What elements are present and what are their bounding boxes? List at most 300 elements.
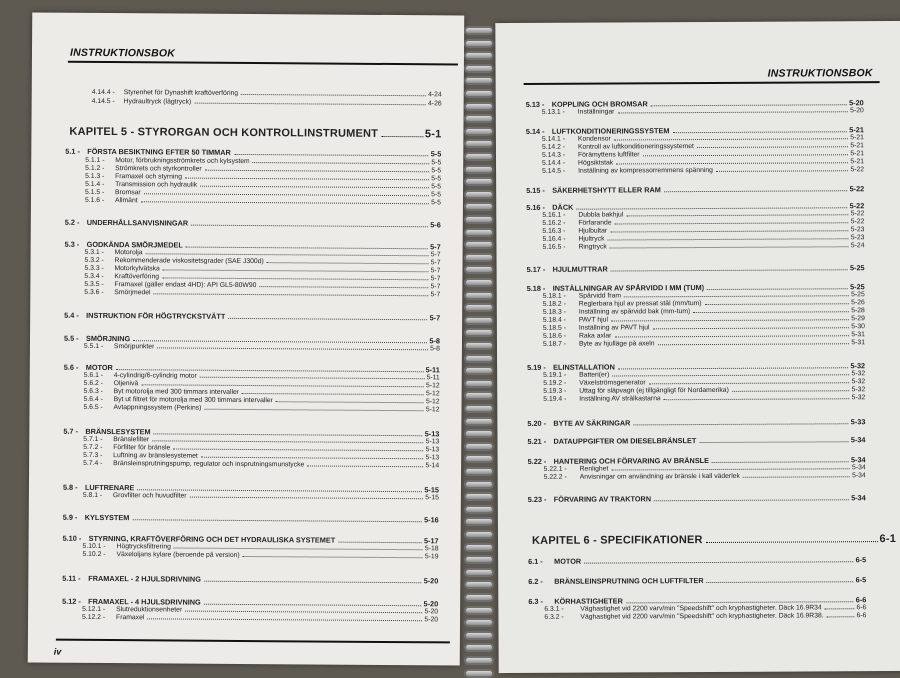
entry-title: MOTOR xyxy=(85,362,113,373)
entry-number: 5.19.2 - xyxy=(543,379,567,387)
dot-leader xyxy=(190,497,424,500)
entry-title: LUFTRENARE xyxy=(84,482,135,493)
entry-title: Rekommenderade viskositetsgrader (SAE J300d) xyxy=(114,257,264,266)
entry-number: 5.6.2 - xyxy=(83,379,103,388)
binding-ring xyxy=(464,669,494,678)
entry-title: Byte av hjulläge på axeln xyxy=(578,340,655,348)
binding-ring xyxy=(464,127,494,136)
subsection-entry xyxy=(542,166,864,175)
entry-title: Hydraultryck (lågtryck) xyxy=(123,98,192,106)
dot-leader xyxy=(626,601,854,603)
header-rule xyxy=(524,81,880,85)
page-number: 5-7 xyxy=(430,283,441,291)
entry-number: 5.14.5 - xyxy=(542,167,566,175)
subsection-entry xyxy=(82,614,438,623)
page-number: 5-25 xyxy=(850,282,865,292)
entry-number: 5.5.1 - xyxy=(83,342,104,351)
page-number: 5-17 xyxy=(423,536,439,546)
entry-number: 6.3 - xyxy=(528,596,543,606)
entry-title: Högsiktstak xyxy=(578,159,614,167)
page-number: 5-20 xyxy=(423,599,439,609)
entry-number: 5.16.4 - xyxy=(542,235,566,243)
entry-title: Framaxel och styrning xyxy=(115,173,183,181)
entry-title: FÖRSTA BESIKTNING EFTER 50 TIMMAR xyxy=(87,146,231,157)
page-number: 5-31 xyxy=(851,331,865,339)
entry-title: KAPITEL 5 - STYRORGAN OCH KONTROLLINSTRUMENT xyxy=(69,125,379,140)
page-number: 5-20 xyxy=(850,107,864,115)
entry-number: 5.6.1 - xyxy=(83,371,104,380)
page-header: INSTRUKTIONSBOK xyxy=(767,67,873,80)
entry-number: 5.2 - xyxy=(64,217,80,227)
page-number: 5-16 xyxy=(424,515,439,525)
section-entry xyxy=(64,311,440,323)
page-number: 5-5 xyxy=(431,167,442,175)
dot-leader xyxy=(615,222,849,224)
dot-leader xyxy=(611,269,848,271)
page-number: 5-20 xyxy=(423,576,439,586)
subsection-entry xyxy=(543,394,865,403)
entry-title: Förfilter för bränsle xyxy=(113,444,171,452)
page-number: 5-25 xyxy=(851,291,865,299)
dot-leader xyxy=(576,207,847,209)
dot-leader xyxy=(185,611,422,614)
page-number: 5-7 xyxy=(430,267,441,275)
dot-leader xyxy=(152,440,424,443)
entry-title: Raka axlar xyxy=(578,332,612,340)
binding-ring xyxy=(464,51,494,60)
dot-leader xyxy=(253,162,430,164)
page-header: INSTRUKTIONSBOK xyxy=(69,46,176,60)
entry-title: FÖRVARING AV TRAKTORN xyxy=(553,494,652,504)
page-number: 5-12 xyxy=(425,390,440,398)
page-number: 5-21 xyxy=(850,158,865,166)
binding-ring xyxy=(464,505,494,514)
page-number: 5-22 xyxy=(850,218,865,226)
dot-leader xyxy=(614,335,849,337)
section-entry xyxy=(528,493,866,504)
entry-title: Inställning AV strålkastarna xyxy=(579,395,661,403)
section-entry xyxy=(65,218,441,230)
entry-title: FRAMAXEL - 4 HJULSDRIVNING xyxy=(88,596,201,607)
header-rule xyxy=(68,61,458,66)
binding-ring xyxy=(464,139,494,148)
footer-rule xyxy=(56,639,450,643)
entry-title: Förfarande xyxy=(578,219,612,227)
dot-leader xyxy=(141,384,424,387)
entry-title: UNDERHÅLLSANVISNINGAR xyxy=(86,217,189,228)
entry-number: 5.13.1 - xyxy=(541,108,565,116)
entry-number: 5.14 - xyxy=(525,126,545,136)
entry-number: 4.14.4 - xyxy=(91,88,115,97)
entry-number: 5.3.1 - xyxy=(84,248,104,257)
entry-number: 5.14.2 - xyxy=(541,143,566,151)
page-number: 5-32 xyxy=(851,386,866,394)
subsection-entry xyxy=(84,289,440,298)
page-number: 5-29 xyxy=(851,315,865,323)
page-number: 5-22 xyxy=(849,184,865,194)
entry-title: Bränslefilter xyxy=(113,436,150,444)
page-number: 6-5 xyxy=(855,575,867,585)
subsection-entry xyxy=(92,89,442,98)
binding-ring xyxy=(464,202,494,211)
entry-number: 5.7.2 - xyxy=(83,443,103,452)
page-number: 5-7 xyxy=(429,313,441,323)
entry-title: Kontroll av luftkonditioneringssystemet xyxy=(577,143,694,151)
dot-leader xyxy=(706,541,878,543)
entry-number: 5.3.5 - xyxy=(84,280,104,289)
page-number: 5-7 xyxy=(430,259,441,267)
entry-title: 4-cylindrig/6-cylindrig motor xyxy=(113,372,197,380)
binding-ring xyxy=(464,643,494,652)
dot-leader xyxy=(705,303,850,305)
entry-title: HJULMUTTRAR xyxy=(552,264,608,274)
binding-ring xyxy=(464,152,494,161)
page-number: 5-5 xyxy=(431,199,441,207)
dot-leader xyxy=(204,409,423,412)
entry-number: 5.7.3 - xyxy=(83,451,103,460)
dot-leader xyxy=(194,103,426,106)
entry-title: BYTE AV SÄKRINGAR xyxy=(553,418,631,428)
binding-ring xyxy=(464,316,494,325)
entry-number: 5.12.2 - xyxy=(82,613,106,622)
binding-ring xyxy=(464,341,494,350)
entry-number: 5.6 - xyxy=(63,362,79,372)
dot-leader xyxy=(146,253,429,256)
binding-ring xyxy=(464,366,494,375)
page-number: 5-20 xyxy=(849,98,864,108)
section-entry xyxy=(528,555,866,566)
subsection-entry xyxy=(92,98,442,107)
page-number: 5-7 xyxy=(430,291,441,299)
page-number: 5-5 xyxy=(431,191,442,199)
page-number: 5-12 xyxy=(426,382,440,390)
entry-title: BRÄNSLESYSTEM xyxy=(85,426,151,437)
entry-title: Högtrycksfiltrering xyxy=(116,543,171,551)
page-number: 5-12 xyxy=(425,398,440,406)
section-entry xyxy=(527,435,865,446)
entry-title: Reglerbara hjul av pressat stål (mm/tum) xyxy=(578,300,702,308)
dot-leader xyxy=(242,393,424,395)
entry-title: Uttag för släpvagn (ej tillgängligt för Nordamerika) xyxy=(579,386,729,395)
entry-title: Väghastighet vid 2200 varv/min "Speedshift" och kryphastigheter. Däck 16.9R34 xyxy=(580,604,822,613)
entry-title: Motorolja xyxy=(114,249,143,257)
dot-leader xyxy=(616,162,848,164)
page-number: 5-23 xyxy=(850,226,865,234)
entry-number: 5.22.1 - xyxy=(543,465,567,473)
entry-title: ELINSTALLATION xyxy=(553,362,615,372)
page-number: 5-21 xyxy=(850,142,864,150)
dot-leader xyxy=(654,499,849,501)
page-number: 5-25 xyxy=(849,263,865,273)
binding-ring xyxy=(464,467,494,476)
binding-ring xyxy=(464,454,494,463)
entry-title: Smörjpunkter xyxy=(113,343,155,351)
page-number: 6-6 xyxy=(855,595,867,605)
dot-leader xyxy=(584,561,853,563)
binding-ring xyxy=(464,265,494,274)
entry-title: Framaxel (gäller endast 4HD): API GL5-80W90 xyxy=(114,281,257,290)
entry-title: Grovfilter och huvudfilter xyxy=(112,492,187,500)
entry-title: Hjulbultar xyxy=(578,227,608,235)
page-number: 5-34 xyxy=(851,493,866,503)
entry-title: PAVT hjul xyxy=(578,316,608,324)
page-number: 5-5 xyxy=(431,183,442,191)
right-page xyxy=(495,21,900,673)
page-number: 5-8 xyxy=(429,336,441,346)
dot-leader xyxy=(626,214,848,216)
entry-number: 6.2 - xyxy=(528,576,543,586)
page-number: 5-5 xyxy=(430,149,442,159)
page-number: 5-34 xyxy=(852,464,866,472)
page-number: 5-20 xyxy=(424,616,439,624)
dot-leader xyxy=(732,390,850,392)
dot-leader xyxy=(185,178,429,181)
page-number: 5-13 xyxy=(425,454,440,462)
dot-leader xyxy=(707,288,848,290)
entry-number: 5.18 - xyxy=(526,283,546,293)
binding-ring xyxy=(464,190,494,199)
entry-title: Väghastighet vid 2200 varv/min "Speedshift" och kryphastigheter. Däck 16.9R38. xyxy=(580,612,824,621)
entry-number: 5.16.1 - xyxy=(542,211,566,219)
page-number: 5-32 xyxy=(850,361,866,371)
dot-leader xyxy=(743,476,850,478)
entry-title: Bränsleinsprutningspump, regulator och insprutningsmunstycke xyxy=(113,460,305,469)
entry-title: Växelströmsgenerator xyxy=(579,379,646,387)
entry-number: 5.12 - xyxy=(62,596,81,606)
dot-leader xyxy=(643,154,849,156)
section-entry xyxy=(527,263,865,274)
subsection-entry xyxy=(83,460,439,469)
entry-number: 5.22 - xyxy=(527,456,547,466)
dot-leader xyxy=(624,295,849,297)
chapter-heading xyxy=(532,533,896,547)
entry-number: 5.13 - xyxy=(525,99,545,109)
entry-number: 5.4 - xyxy=(64,310,79,320)
page-number: 5-34 xyxy=(850,435,866,445)
entry-title: Byt motorolja med 300 timmars intervaller xyxy=(113,388,240,396)
entry-number: 5.18.7 - xyxy=(542,340,567,348)
binding-ring xyxy=(464,291,494,300)
entry-number: 5.18.1 - xyxy=(542,292,566,300)
page-number: 5-6 xyxy=(430,220,441,230)
dot-leader xyxy=(716,170,849,172)
page-number: 5-32 xyxy=(851,378,866,386)
page-number: 5-22 xyxy=(850,166,865,174)
entry-number: 5.7.4 - xyxy=(83,459,103,468)
page-number: 5-28 xyxy=(851,307,865,315)
page-number: 5-22 xyxy=(849,201,865,211)
entry-number: 5.19.3 - xyxy=(543,387,567,395)
page-number: 5-32 xyxy=(851,394,866,402)
entry-title: Inställningar xyxy=(577,108,615,116)
entry-number: 5.8.1 - xyxy=(82,491,103,499)
entry-number: 5.1.5 - xyxy=(84,188,105,197)
dot-leader xyxy=(611,319,849,321)
dot-leader xyxy=(611,468,850,470)
section-entry xyxy=(63,513,439,525)
page-number: 5-18 xyxy=(424,545,439,553)
page-number: 5-19 xyxy=(424,553,439,561)
subsection-entry xyxy=(542,107,864,116)
binding-ring xyxy=(464,555,494,564)
binding-ring xyxy=(464,404,494,413)
dot-leader xyxy=(618,367,849,369)
dot-leader xyxy=(707,581,854,583)
entry-title: Framaxel xyxy=(116,614,145,622)
page-number: 5-22 xyxy=(850,210,865,218)
dot-leader xyxy=(243,556,423,558)
page-number: 6-1 xyxy=(879,533,897,546)
entry-number: 5.1.6 - xyxy=(84,196,105,205)
dot-leader xyxy=(141,201,429,204)
binding-ring xyxy=(464,253,494,262)
page-number: 5-23 xyxy=(850,234,865,242)
entry-title: Motorkylvätska xyxy=(114,265,160,273)
entry-number: 5.1.3 - xyxy=(85,172,105,181)
page-number: 5-7 xyxy=(430,275,441,283)
dot-leader xyxy=(154,293,429,296)
entry-number: 5.20 - xyxy=(527,418,547,428)
page-number: 5-26 xyxy=(851,299,865,307)
entry-title: Motor, förbrukningsströmkrets och kylsystem xyxy=(115,157,250,166)
entry-number: 5.17 - xyxy=(526,264,546,274)
dot-leader xyxy=(307,465,423,467)
entry-number: 5.1 - xyxy=(65,146,80,156)
page-number: 5-32 xyxy=(851,370,866,378)
page-number: 4-26 xyxy=(428,100,442,108)
binding-ring xyxy=(464,240,494,249)
entry-title: Renlighet xyxy=(579,465,609,473)
binding-ring xyxy=(464,417,494,426)
entry-title: Oljenivå xyxy=(113,380,139,388)
dot-leader xyxy=(205,170,430,173)
dot-leader xyxy=(191,225,428,228)
page-number: 4-24 xyxy=(428,91,442,99)
dot-leader xyxy=(649,382,850,384)
entry-number: 5.19.1 - xyxy=(543,371,567,379)
binding-ring xyxy=(464,530,494,539)
entry-title: Förämyttens luftfilter xyxy=(577,151,640,159)
entry-number: 5.8 - xyxy=(62,482,78,492)
binding-ring xyxy=(464,379,494,388)
entry-title: KYLSYSTEM xyxy=(84,512,130,523)
chapter-heading xyxy=(69,126,441,141)
binding-ring xyxy=(464,102,494,111)
entry-number: 5.9 - xyxy=(62,512,78,522)
entry-number: 5.3.3 - xyxy=(84,264,104,273)
binding-ring xyxy=(464,26,494,35)
entry-title: Växeloljans kylare (beroende på version) xyxy=(116,551,240,559)
page-number: 5-13 xyxy=(424,429,440,439)
section-entry xyxy=(527,417,865,428)
dot-leader xyxy=(633,423,848,425)
entry-number: 5.1.2 - xyxy=(85,164,105,173)
entry-number: 6.1 - xyxy=(528,556,543,566)
binding-ring xyxy=(464,354,494,363)
dot-leader xyxy=(204,604,422,607)
binding-ring xyxy=(464,543,494,552)
dot-leader xyxy=(338,542,422,544)
entry-number: 5.15 - xyxy=(526,185,545,195)
dot-leader xyxy=(651,104,847,106)
entry-number: 5.16 - xyxy=(526,202,545,212)
entry-title: Styrenhet för Dynashift kraftöverföring xyxy=(123,89,239,97)
page-number: 5-24 xyxy=(850,242,865,250)
binding-ring xyxy=(464,618,494,627)
page-number: 5-14 xyxy=(425,462,440,470)
binding-ring xyxy=(464,89,494,98)
binding-ring xyxy=(464,631,494,640)
entry-title: Avtappningssystem (Perkins) xyxy=(113,404,202,412)
entry-title: INSTRUKTION FÖR HÖGTRYCKSTVÄTT xyxy=(86,310,226,321)
entry-number: 5.10.1 - xyxy=(82,542,106,551)
dot-leader xyxy=(612,374,849,376)
entry-number: 5.16.5 - xyxy=(542,243,566,251)
page-number: 5-1 xyxy=(424,128,442,141)
entry-title: HANTERING OCH FÖRVARING AV BRÄNSLE xyxy=(553,455,710,466)
entry-title: Dubbla bakhjul xyxy=(578,211,624,219)
page-number: 6-5 xyxy=(855,555,867,565)
binding-ring xyxy=(464,215,494,224)
entry-number: 5.3 - xyxy=(64,239,80,249)
entry-title: KAPITEL 6 - SPECIFIKATIONER xyxy=(531,534,703,547)
entry-number: 5.1.4 - xyxy=(85,180,105,189)
dot-leader xyxy=(204,581,422,584)
entry-number: 5.6.5 - xyxy=(83,403,103,412)
dot-leader xyxy=(259,286,428,288)
entry-number: 5.18.2 - xyxy=(542,300,566,308)
entry-title: SÄKERHETSHYTT ELLER RAM xyxy=(552,185,661,195)
entry-number: 5.16.2 - xyxy=(542,219,566,227)
binding-ring xyxy=(464,303,494,312)
dot-leader xyxy=(144,193,429,196)
entry-number: 5.6.3 - xyxy=(83,387,103,396)
entry-title: Inställning av PAVT hjul xyxy=(578,324,650,332)
entry-number: 5.12.1 - xyxy=(82,605,106,614)
entry-title: Spårvidd fram xyxy=(578,292,622,300)
entry-number: 5.18.5 - xyxy=(542,324,566,332)
entry-title: FRAMAXEL - 2 HJULSDRIVNING xyxy=(88,573,201,584)
subsection-entry xyxy=(543,339,865,348)
page-number: 5-11 xyxy=(425,365,440,375)
page-number: 5-34 xyxy=(850,455,866,465)
binding-ring xyxy=(464,76,494,85)
entry-number: 5.14.3 - xyxy=(541,151,566,159)
dot-leader xyxy=(664,398,850,400)
subsection-entry xyxy=(84,343,440,352)
binding-ring xyxy=(464,492,494,501)
entry-title: STYRNING, KRAFTÖVERFÖRING OCH DET HYDRAULISKA SYSTEMET xyxy=(88,533,336,545)
entry-number: 5.7 - xyxy=(63,426,78,436)
binding-ring xyxy=(464,593,494,602)
entry-title: Transmission och hydraulik xyxy=(115,181,198,189)
entry-title: BRÄNSLEINSPRUTNING OCH LUFTFILTER xyxy=(554,576,704,586)
dot-leader xyxy=(267,262,429,264)
entry-title: INSTÄLLNINGAR AV SPÅRVIDD I MM (TUM) xyxy=(552,283,705,293)
left-page xyxy=(28,12,465,665)
dot-leader xyxy=(173,448,423,451)
dot-leader xyxy=(234,154,429,156)
entry-title: GODKÄNDA SMÖRJMEDEL xyxy=(86,239,183,250)
entry-number: 5.3.2 - xyxy=(84,256,104,265)
subsection-entry xyxy=(544,612,866,621)
dot-leader xyxy=(697,146,848,148)
entry-title: DATAUPPGIFTER OM DIESELBRÄNSLET xyxy=(553,436,697,446)
binding-ring xyxy=(464,391,494,400)
entry-title: Bromsar xyxy=(114,189,141,197)
subsection-entry xyxy=(83,492,439,501)
entry-title: Allmänt xyxy=(114,197,138,205)
